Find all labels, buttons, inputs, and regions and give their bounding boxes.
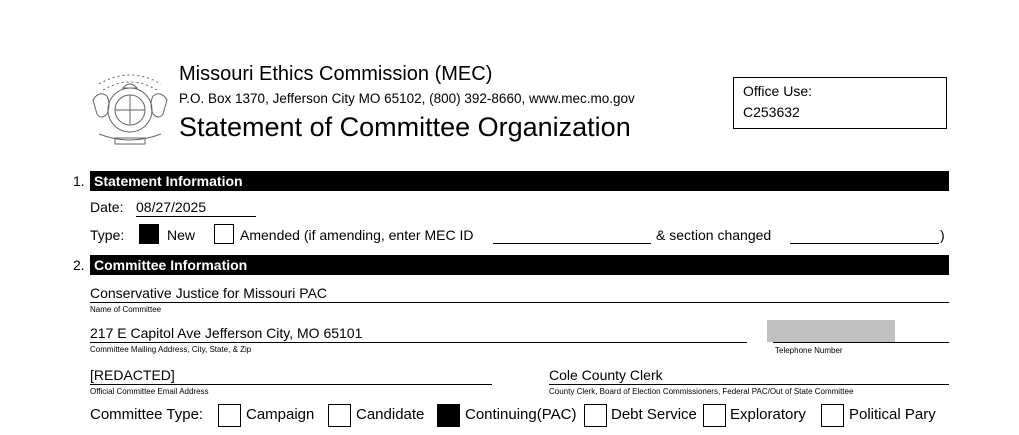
committee-type-label: Committee Type: xyxy=(90,406,204,423)
form-title: Statement of Committee Organization xyxy=(179,112,631,142)
date-field[interactable]: 08/27/2025 xyxy=(136,198,256,217)
mec-id-field[interactable] xyxy=(493,226,651,244)
committee-type-campaign-label: Campaign xyxy=(246,406,315,423)
organization-address: P.O. Box 1370, Jefferson City MO 65102, (800) 392-8660, www.mec.mo.gov xyxy=(179,91,635,106)
committee-type-political-party-label: Political Pary xyxy=(849,406,936,423)
office-use-box xyxy=(733,77,947,129)
missouri-state-seal-icon xyxy=(85,62,175,150)
committee-type-continuing-checkbox[interactable] xyxy=(437,404,460,427)
section-2-header: Committee Information xyxy=(90,255,949,275)
office-use-label: Office Use: xyxy=(743,83,812,99)
mailing-address-caption: Committee Mailing Address, City, State, & Zip xyxy=(90,345,252,354)
type-label: Type: xyxy=(90,227,125,243)
section-changed-label: & section changed xyxy=(656,227,772,243)
committee-type-exploratory-checkbox[interactable] xyxy=(703,404,726,427)
date-label: Date: xyxy=(90,199,124,215)
section-1-number: 1. xyxy=(73,173,85,189)
type-amended-checkbox[interactable] xyxy=(214,224,234,244)
type-new-label: New xyxy=(167,227,196,243)
type-amended-label: Amended (if amending, enter MEC ID xyxy=(240,227,474,243)
committee-type-political-party-checkbox[interactable] xyxy=(821,404,844,427)
office-use-id: C253632 xyxy=(743,104,800,120)
section-2-number: 2. xyxy=(73,257,85,273)
committee-name-field[interactable]: Conservative Justice for Missouri PAC xyxy=(90,284,949,303)
committee-type-exploratory-label: Exploratory xyxy=(730,406,806,423)
telephone-caption: Telephone Number xyxy=(775,346,843,355)
close-paren: ) xyxy=(940,227,945,243)
filing-office-caption: County Clerk, Board of Election Commissioners, Federal PAC/Out of State Committee xyxy=(549,387,854,396)
committee-name-caption: Name of Committee xyxy=(90,305,162,314)
email-caption: Official Committee Email Address xyxy=(90,387,209,396)
telephone-field[interactable] xyxy=(773,323,949,343)
committee-type-debt-service-checkbox[interactable] xyxy=(584,404,607,427)
committee-type-candidate-checkbox[interactable] xyxy=(328,404,351,427)
committee-type-continuing-label: Continuing(PAC) xyxy=(465,406,577,423)
committee-type-campaign-checkbox[interactable] xyxy=(218,404,241,427)
email-field[interactable]: [REDACTED] xyxy=(90,366,492,385)
committee-type-debt-service-label: Debt Service xyxy=(611,406,697,423)
section-1-header: Statement Information xyxy=(90,171,949,191)
mailing-address-field[interactable]: 217 E Capitol Ave Jefferson City, MO 65101 xyxy=(90,324,747,343)
type-new-checkbox[interactable] xyxy=(139,224,159,244)
committee-type-candidate-label: Candidate xyxy=(356,406,425,423)
filing-office-field[interactable]: Cole County Clerk xyxy=(549,366,949,385)
organization-name: Missouri Ethics Commission (MEC) xyxy=(179,63,493,85)
section-changed-field[interactable] xyxy=(790,226,939,244)
